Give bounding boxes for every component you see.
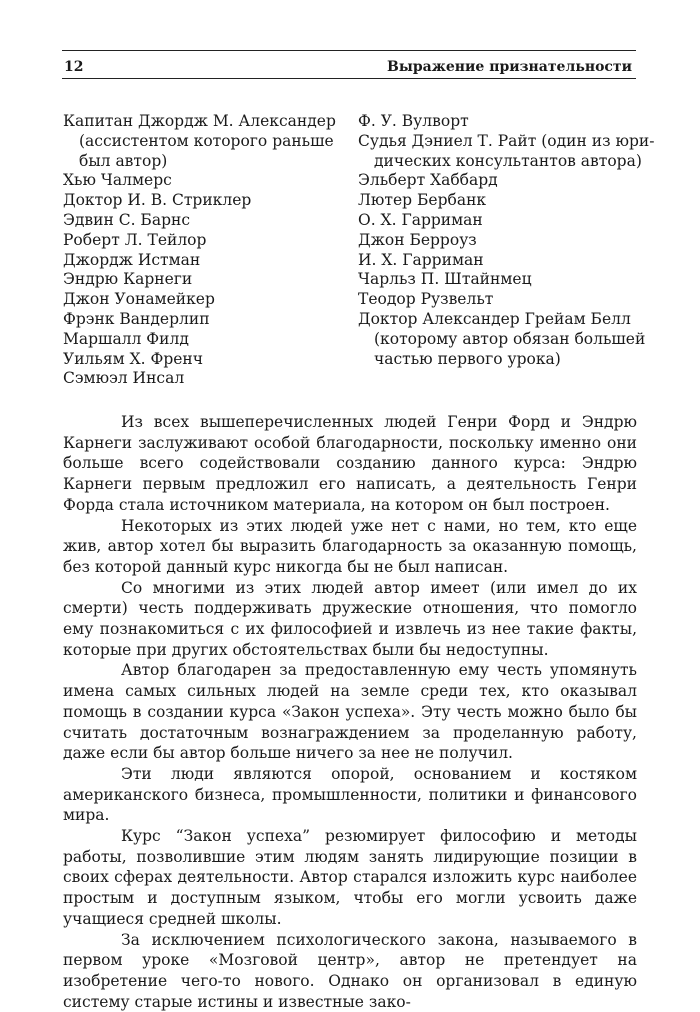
names-right-column [358,112,655,369]
name-note: был автор) [79,151,168,170]
name-entry: Ф. У. Вулворт [358,112,469,130]
paragraph: За исключением психологического закона, называемого в первом уроке «Мозговой центр», автор не претендует на изобретение чего-то нового. Однако он организовал в единую систему старые истины и известные зако- [63,930,637,1011]
name-entry: Лютер Бербанк [358,191,487,210]
paragraph: Эти люди являются опорой, основанием и костяком американского бизнеса, промышленности, политики и финансового мира. [63,764,637,825]
name-note: (которому автор обязан большей [374,329,646,348]
paragraph: Курс “Закон успеха” резюмирует философию и методы работы, позволившие этим людям занять лидирующие позиции в своих сферах деятельности. Автор старался изложить курс наиболее простым и доступным языком, чтобы его могли усвоить даже учащиеся средней школы. [63,827,637,928]
name-entry: Фрэнк Вандерлип [63,309,210,328]
name-entry: И. Х. Гарриман [358,250,484,269]
name-entry: Эльберт Хаббард [358,171,498,190]
name-note: дических консультантов автора) [374,151,642,170]
running-title: Выражение признательности [387,59,632,75]
header-bottom-rule [62,78,636,79]
name-entry: Чарльз П. Штайнмец [358,270,532,289]
paragraph: Автор благодарен за предоставленную ему честь упомянуть имена самых сильных людей на земле среди тех, кто оказывал помощь в создании курса «Закон успеха». Эту честь можно было бы считать достаточным вознаграждением за проделанную работу, даже если бы автор больше ничего за нее не получил. [63,661,637,763]
name-entry: Эндрю Карнеги [63,270,193,289]
name-entry: Капитан Джордж М. Александер [63,112,336,130]
name-entry: О. Х. Гарриман [358,210,483,229]
name-entry: Джон Берроуз [358,230,477,249]
name-note: (ассистентом которого раньше [79,131,334,150]
paragraph: Со многими из этих людей автор имеет (или имел до их смерти) честь поддерживать дружеские отношения, что помогло ему познакомиться с их философией и извлечь из нее такие факты, которые при других обстоятельствах были бы недоступны. [63,578,637,659]
names-left-column [63,112,336,389]
name-entry: Эдвин С. Барнс [63,210,190,229]
paragraph: Из всех вышеперечисленных людей Генри Форд и Эндрю Карнеги заслуживают особой благодарности, поскольку именно они больше всего содействовали созданию данного курса: Эндрю Карнеги первым предложил его написать, а деятельность Генри Форда стала источником материала, на котором он был построен. [63,413,637,514]
name-entry: Джон Уонамейкер [63,290,215,309]
paragraph: Некоторых из этих людей уже нет с нами, но тем, кто еще жив, автор хотел бы выразить благодарность за оказанную помощь, без которой данный курс никогда бы не был написан. [63,516,637,576]
name-note: частью первого урока) [374,349,561,368]
name-entry: Теодор Рузвельт [358,290,494,309]
name-entry: Доктор Александер Грейам Белл [358,309,631,328]
body-text [63,412,637,1012]
name-entry: Джордж Истман [63,250,201,269]
name-entry: Судья Дэниел Т. Райт (один из юри- [358,131,655,150]
name-entry: Уильям Х. Френч [63,349,204,368]
name-entry: Сэмюэл Инсал [63,369,185,388]
name-entry: Маршалл Филд [63,329,189,348]
header-top-rule [62,50,636,51]
name-entry: Хью Чалмерс [63,171,172,190]
name-entry: Доктор И. В. Стриклер [63,191,252,210]
name-entry: Роберт Л. Тейлор [63,230,207,249]
page-number: 12 [64,59,84,75]
